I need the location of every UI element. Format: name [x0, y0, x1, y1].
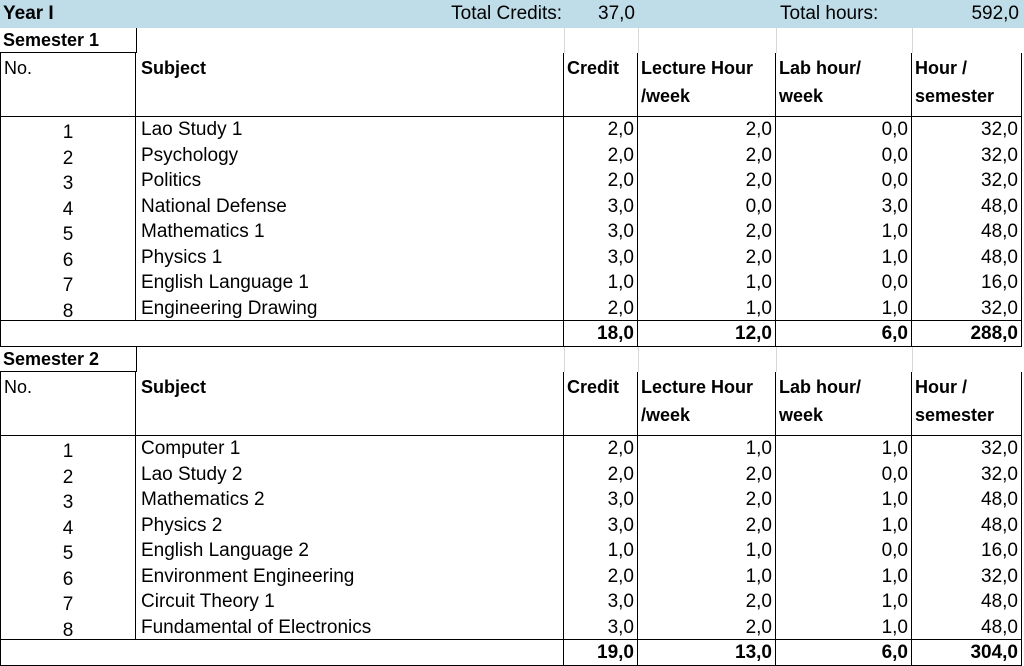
total-credits-label: Total Credits:	[451, 3, 562, 24]
total-row	[0, 640, 1024, 666]
cell-subject: Politics	[136, 168, 564, 194]
header-subject: Subject	[136, 372, 564, 436]
total-hour: 288,0	[912, 321, 1022, 347]
total-lab: 6,0	[776, 321, 912, 347]
cell-no: 5	[0, 538, 136, 564]
cell-no: 7	[0, 270, 136, 296]
cell-credit: 3,0	[564, 487, 638, 513]
table-row	[0, 117, 1024, 143]
total-lecture: 13,0	[638, 640, 776, 666]
cell-hour: 32,0	[912, 168, 1022, 194]
cell-lecture: 1,0	[638, 564, 776, 590]
cell-lab: 1,0	[776, 436, 912, 462]
gridline	[638, 28, 639, 53]
table-row	[0, 462, 1024, 488]
cell-hour: 48,0	[912, 589, 1022, 615]
cell-lab: 1,0	[776, 219, 912, 245]
total-row-spacer	[0, 640, 564, 666]
cell-credit: 2,0	[564, 436, 638, 462]
cell-no: 1	[0, 436, 136, 462]
cell-subject: Physics 1	[136, 245, 564, 271]
cell-hour: 32,0	[912, 296, 1022, 322]
cell-no: 6	[0, 564, 136, 590]
cell-lab: 1,0	[776, 296, 912, 322]
table-row	[0, 589, 1024, 615]
table-row	[0, 564, 1024, 590]
cell-credit: 3,0	[564, 245, 638, 271]
cell-no: 3	[0, 168, 136, 194]
cell-hour: 32,0	[912, 117, 1022, 143]
cell-lab: 1,0	[776, 245, 912, 271]
cell-lab: 1,0	[776, 513, 912, 539]
gridline	[564, 347, 565, 372]
cell-lecture: 1,0	[638, 296, 776, 322]
cell-no: 7	[0, 589, 136, 615]
cell-subject: Lao Study 2	[136, 462, 564, 488]
cell-credit: 2,0	[564, 564, 638, 590]
cell-lecture: 2,0	[638, 117, 776, 143]
cell-lecture: 0,0	[638, 194, 776, 220]
cell-no: 1	[0, 117, 136, 143]
cell-lab: 1,0	[776, 615, 912, 641]
cell-hour: 16,0	[912, 538, 1022, 564]
total-credit: 18,0	[564, 321, 638, 347]
header-lab: Lab hour/ week	[776, 372, 912, 436]
cell-hour: 48,0	[912, 219, 1022, 245]
cell-lecture: 2,0	[638, 168, 776, 194]
table-row	[0, 513, 1024, 539]
gridline	[912, 347, 913, 372]
cell-hour: 48,0	[912, 487, 1022, 513]
cell-no: 8	[0, 296, 136, 322]
cell-no: 3	[0, 487, 136, 513]
cell-lab: 0,0	[776, 462, 912, 488]
table-row	[0, 615, 1024, 641]
year-header-row	[0, 0, 1024, 28]
total-hours-label: Total hours:	[780, 3, 879, 24]
table-header-row	[0, 53, 1024, 117]
cell-subject: Computer 1	[136, 436, 564, 462]
cell-lecture: 2,0	[638, 143, 776, 169]
cell-lab: 0,0	[776, 143, 912, 169]
cell-lab: 1,0	[776, 487, 912, 513]
table-header-row	[0, 372, 1024, 436]
gridline	[912, 28, 913, 53]
semester-title-row	[0, 28, 1024, 53]
cell-lecture: 1,0	[638, 270, 776, 296]
total-row-spacer	[0, 321, 564, 347]
cell-credit: 3,0	[564, 615, 638, 641]
header-credit: Credit	[564, 53, 638, 117]
cell-subject: Engineering Drawing	[136, 296, 564, 322]
cell-lecture: 2,0	[638, 615, 776, 641]
cell-lecture: 2,0	[638, 245, 776, 271]
cell-hour: 48,0	[912, 245, 1022, 271]
table-row	[0, 219, 1024, 245]
cell-credit: 3,0	[564, 513, 638, 539]
header-no: No.	[0, 372, 136, 436]
cell-hour: 48,0	[912, 615, 1022, 641]
header-hour: Hour / semester	[912, 372, 1022, 436]
table-row	[0, 296, 1024, 322]
cell-no: 8	[0, 615, 136, 641]
cell-hour: 32,0	[912, 143, 1022, 169]
cell-lecture: 2,0	[638, 462, 776, 488]
total-credit: 19,0	[564, 640, 638, 666]
header-no: No.	[0, 53, 136, 117]
gridline	[564, 28, 565, 53]
table-row	[0, 487, 1024, 513]
cell-no: 2	[0, 143, 136, 169]
cell-credit: 2,0	[564, 117, 638, 143]
cell-credit: 3,0	[564, 589, 638, 615]
cell-subject: English Language 2	[136, 538, 564, 564]
cell-lecture: 2,0	[638, 513, 776, 539]
semester-title-row	[0, 347, 1024, 372]
total-row	[0, 321, 1024, 347]
cell-credit: 3,0	[564, 194, 638, 220]
gridline	[638, 347, 639, 372]
cell-no: 2	[0, 462, 136, 488]
gridline	[776, 347, 777, 372]
cell-lab: 0,0	[776, 117, 912, 143]
cell-hour: 32,0	[912, 436, 1022, 462]
header-subject: Subject	[136, 53, 564, 117]
header-lecture: Lecture Hour /week	[638, 372, 776, 436]
header-credit: Credit	[564, 372, 638, 436]
table-row	[0, 270, 1024, 296]
cell-credit: 1,0	[564, 270, 638, 296]
total-lab: 6,0	[776, 640, 912, 666]
cell-lab: 3,0	[776, 194, 912, 220]
cell-hour: 48,0	[912, 513, 1022, 539]
cell-lab: 0,0	[776, 168, 912, 194]
cell-credit: 2,0	[564, 168, 638, 194]
table-row	[0, 143, 1024, 169]
cell-no: 4	[0, 513, 136, 539]
table-row	[0, 436, 1024, 462]
cell-subject: Fundamental of Electronics	[136, 615, 564, 641]
table-row	[0, 168, 1024, 194]
semester-title: Semester 1	[0, 28, 137, 53]
year-title: Year I	[3, 3, 54, 24]
total-hour: 304,0	[912, 640, 1022, 666]
header-lecture: Lecture Hour /week	[638, 53, 776, 117]
cell-lab: 1,0	[776, 564, 912, 590]
cell-subject: Circuit Theory 1	[136, 589, 564, 615]
cell-subject: English Language 1	[136, 270, 564, 296]
cell-no: 5	[0, 219, 136, 245]
cell-subject: Physics 2	[136, 513, 564, 539]
cell-credit: 2,0	[564, 462, 638, 488]
cell-hour: 32,0	[912, 564, 1022, 590]
cell-credit: 1,0	[564, 538, 638, 564]
total-hours-value: 592,0	[971, 3, 1019, 24]
total-credits-value: 37,0	[598, 3, 635, 24]
cell-no: 4	[0, 194, 136, 220]
cell-lab: 1,0	[776, 589, 912, 615]
cell-subject: National Defense	[136, 194, 564, 220]
cell-hour: 16,0	[912, 270, 1022, 296]
cell-lecture: 2,0	[638, 487, 776, 513]
table-row	[0, 538, 1024, 564]
cell-subject: Environment Engineering	[136, 564, 564, 590]
cell-subject: Mathematics 1	[136, 219, 564, 245]
cell-credit: 3,0	[564, 219, 638, 245]
cell-subject: Mathematics 2	[136, 487, 564, 513]
header-hour: Hour / semester	[912, 53, 1022, 117]
table-row	[0, 245, 1024, 271]
cell-credit: 2,0	[564, 143, 638, 169]
cell-lecture: 1,0	[638, 538, 776, 564]
cell-lecture: 2,0	[638, 219, 776, 245]
table-row	[0, 194, 1024, 220]
cell-credit: 2,0	[564, 296, 638, 322]
cell-lab: 0,0	[776, 538, 912, 564]
total-lecture: 12,0	[638, 321, 776, 347]
gridline	[776, 28, 777, 53]
cell-subject: Psychology	[136, 143, 564, 169]
cell-lecture: 2,0	[638, 589, 776, 615]
cell-lecture: 1,0	[638, 436, 776, 462]
semester-title: Semester 2	[0, 347, 137, 372]
header-lab: Lab hour/ week	[776, 53, 912, 117]
cell-no: 6	[0, 245, 136, 271]
cell-hour: 32,0	[912, 462, 1022, 488]
cell-lab: 0,0	[776, 270, 912, 296]
cell-hour: 48,0	[912, 194, 1022, 220]
cell-subject: Lao Study 1	[136, 117, 564, 143]
